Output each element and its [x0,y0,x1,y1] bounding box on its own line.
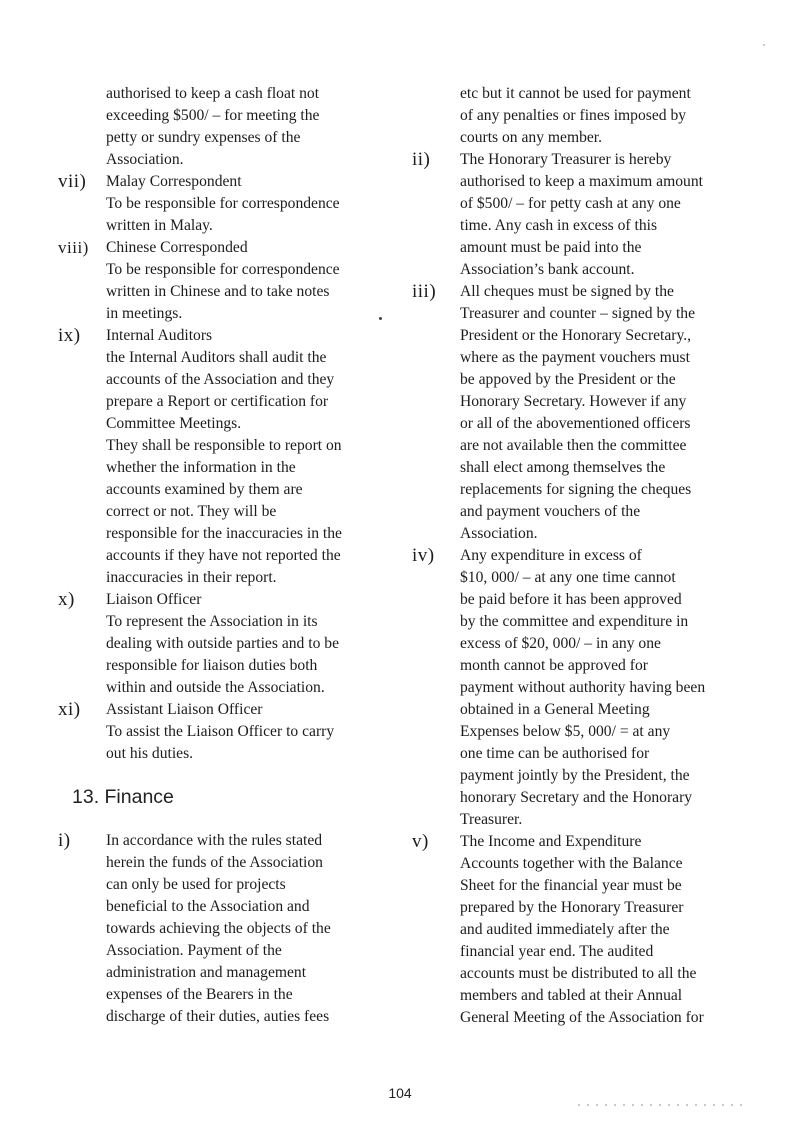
text-line: All cheques must be signed by the [460,283,674,300]
text-line: by the committee and expenditure in [460,613,689,630]
text-line: petty or sundry expenses of the [106,129,301,146]
text-line: administration and management [106,964,307,981]
text-line: one time can be authorised for [460,745,650,762]
item-numeral: vii) [58,171,87,192]
scan-speck [763,44,765,46]
item-numeral: iv) [412,545,435,566]
item-numeral: ix) [58,325,81,346]
text-line: accounts if they have not reported the [106,547,341,564]
text-line: President or the Honorary Secretary., [460,327,692,344]
text-line: prepared by the Honorary Treasurer [460,899,684,916]
list-item-iii [412,281,757,545]
text-line: of any penalties or fines imposed by [460,107,687,124]
text-line: Honorary Secretary. However if any [460,393,687,410]
text-line: Treasurer. [460,811,523,828]
text-line: beneficial to the Association and [106,898,310,915]
list-item-viii [58,237,408,325]
text-line: time. Any cash in excess of this [460,217,658,234]
list-item-xi [58,699,408,765]
text-line: Association. Payment of the [106,942,282,959]
text-line: whether the information in the [106,459,296,476]
text-line: herein the funds of the Association [106,854,323,871]
list-item-iv [412,545,757,831]
text-line: payment without authority having been [460,679,706,696]
text-line: or all of the abovementioned officers [460,415,691,432]
text-line: In accordance with the rules stated [106,832,323,849]
text-line: where as the payment vouchers must [460,349,690,366]
text-line: accounts examined by them are [106,481,303,498]
text-line: discharge of their duties, auties fees [106,1008,330,1025]
text-line: amount must be paid into the [460,239,642,256]
text-line: be appoved by the President or the [460,371,676,388]
text-line: and payment vouchers of the [460,503,641,520]
item-title: Assistant Liaison Officer [106,701,263,718]
scan-speck [379,317,382,320]
text-line: accounts must be distributed to all the [460,965,697,982]
right-column [412,83,757,1029]
text-line: accounts of the Association and they [106,371,335,388]
item-title: Malay Correspondent [106,173,242,190]
item-numeral: xi) [58,699,81,720]
text-line: Any expenditure in excess of [460,547,642,564]
text-line: Sheet for the financial year must be [460,877,682,894]
scan-artifact-dots [578,1104,748,1106]
continuation-paragraph [412,83,757,149]
list-item-i [58,830,408,1028]
text-line: out his duties. [106,745,194,762]
text-line: Treasurer and counter – signed by the [460,305,696,322]
text-line: dealing with outside parties and to be [106,635,339,652]
text-line: month cannot be approved for [460,657,648,674]
text-line: They shall be responsible to report on [106,437,342,454]
item-numeral: i) [58,830,71,851]
list-item-ii [412,149,757,281]
text-line: To be responsible for correspondence [106,261,340,278]
text-line: To represent the Association in its [106,613,318,630]
item-title: Internal Auditors [106,327,213,344]
item-numeral: ii) [412,149,431,170]
item-numeral: v) [412,831,429,852]
section-heading: 13. Finance [72,786,174,808]
text-line: Accounts together with the Balance [460,855,683,872]
text-line: Association. [460,525,538,542]
list-item-v [412,831,757,1029]
item-title: Chinese Corresponded [106,239,248,256]
text-line: shall elect among themselves the [460,459,666,476]
text-line: payment jointly by the President, the [460,767,690,784]
item-numeral: viii) [58,238,89,257]
text-line: the Internal Auditors shall audit the [106,349,327,366]
text-line: within and outside the Association. [106,679,325,696]
list-item-vii [58,171,408,237]
text-line: To assist the Liaison Officer to carry [106,723,335,740]
text-line: financial year end. The audited [460,943,654,960]
text-line: Association. [106,151,184,168]
text-line: authorised to keep a cash float not [106,85,320,102]
text-line: of $500/ – for petty cash at any one [460,195,681,212]
text-line: towards achieving the objects of the [106,920,331,937]
page-number: 104 [388,1085,412,1101]
text-line: written in Chinese and to take notes [106,283,330,300]
text-line: Association’s bank account. [460,261,635,278]
text-line: authorised to keep a maximum amount [460,173,703,190]
text-line: responsible for liaison duties both [106,657,318,674]
text-line: To be responsible for correspondence [106,195,340,212]
left-column [58,83,408,1028]
text-line: prepare a Report or certification for [106,393,329,410]
list-item-ix [58,325,408,589]
text-line: courts on any member. [460,129,603,146]
text-line: expenses of the Bearers in the [106,986,293,1003]
text-line: inaccuracies in their report. [106,569,277,586]
text-line: members and tabled at their Annual [460,987,683,1004]
text-line: be paid before it has been approved [460,591,682,608]
text-line: correct or not. They will be [106,503,277,520]
text-line: honorary Secretary and the Honorary [460,789,693,806]
text-line: The Honorary Treasurer is hereby [460,151,672,168]
text-line: etc but it cannot be used for payment [460,85,691,102]
text-line: and audited immediately after the [460,921,670,938]
item-numeral: iii) [412,281,437,302]
text-line: written in Malay. [106,217,213,234]
text-line: in meetings. [106,305,183,322]
item-numeral: x) [58,589,75,610]
text-line: replacements for signing the cheques [460,481,692,498]
text-line: obtained in a General Meeting [460,701,650,718]
text-line: Expenses below $5, 000/ = at any [460,723,671,740]
text-line: The Income and Expenditure [460,833,642,850]
text-line: Committee Meetings. [106,415,242,432]
list-item-x [58,589,408,699]
text-line: are not available then the committee [460,437,687,454]
text-line: General Meeting of the Association for [460,1009,704,1026]
text-line: excess of $20, 000/ – in any one [460,635,661,652]
text-line: exceeding $500/ – for meeting the [106,107,320,124]
text-line: can only be used for projects [106,876,286,893]
item-title: Liaison Officer [106,591,202,608]
continuation-paragraph [58,83,408,171]
text-line: $10, 000/ – at any one time cannot [460,569,676,586]
text-line: responsible for the inaccuracies in the [106,525,342,542]
